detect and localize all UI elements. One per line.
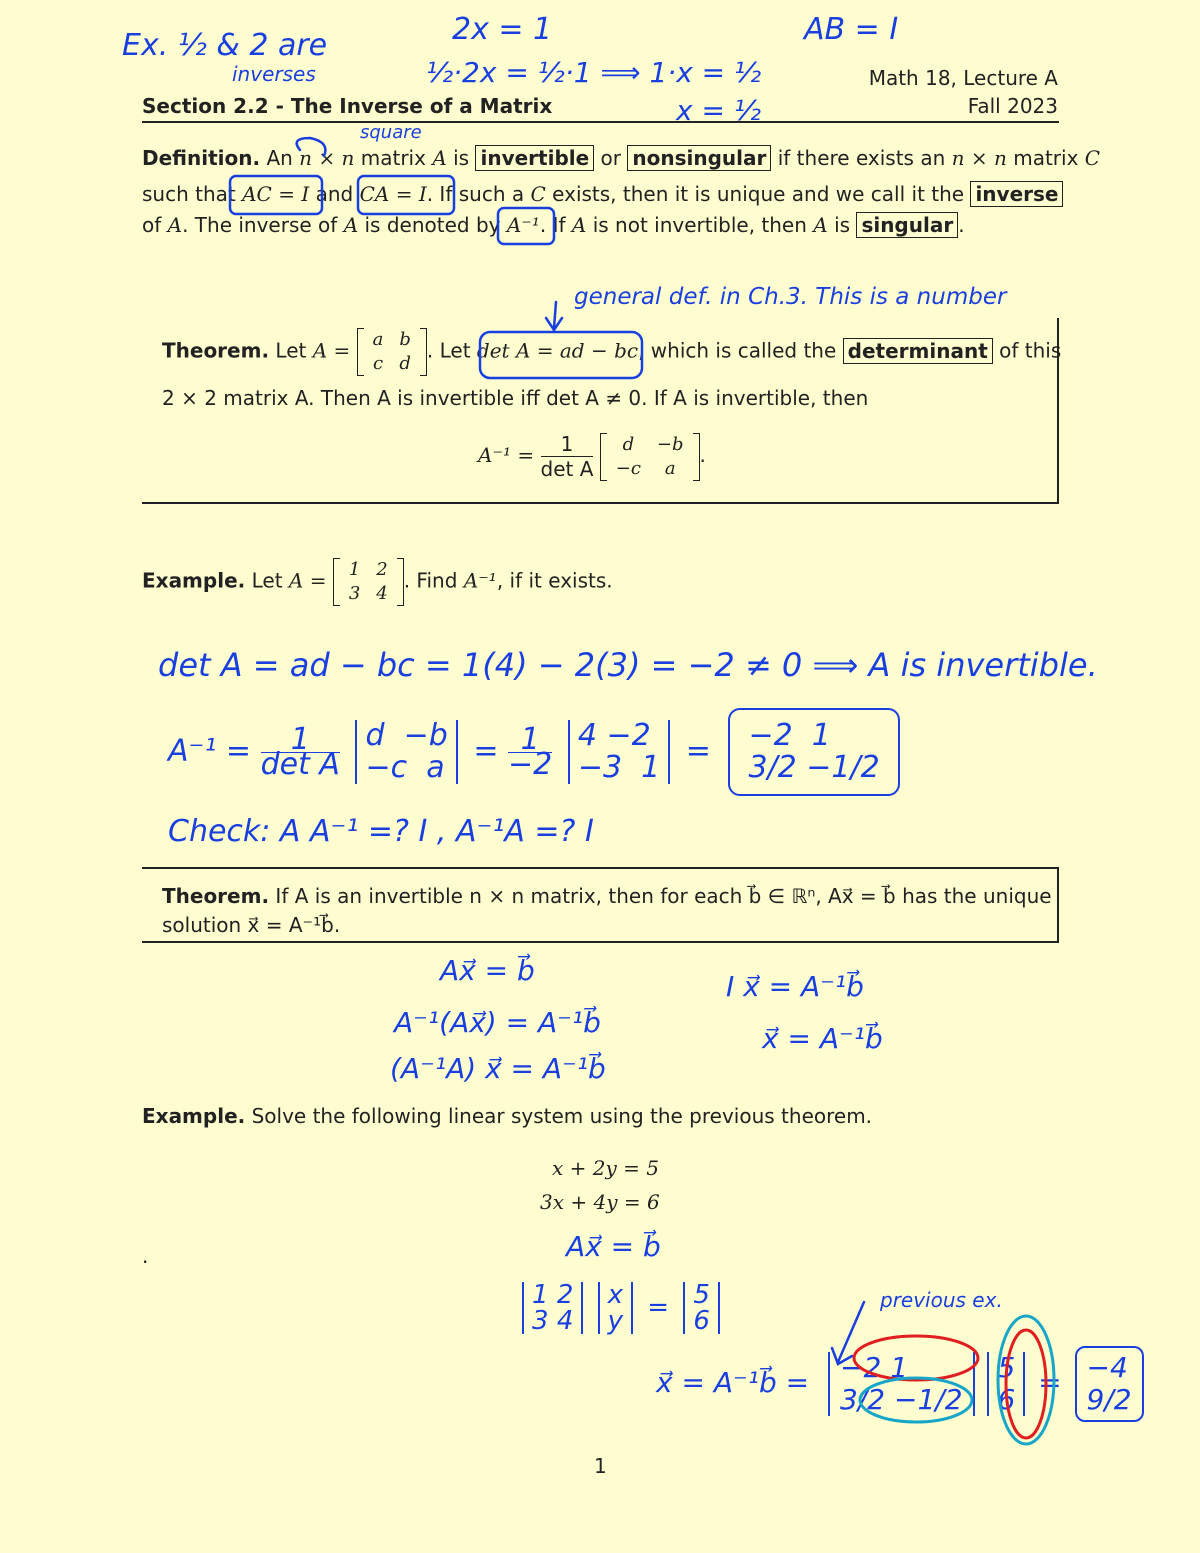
hw-thm-l3: (A⁻¹A) x⃗ = A⁻¹b⃗ [390, 1052, 606, 1085]
hw-inv-lhs: A⁻¹ = [168, 733, 252, 769]
theorem1-line-2: 2 × 2 matrix A. Then A is invertible iff det A ≠ 0. If A is invertible, then [162, 386, 869, 410]
thm-text: . Let [426, 338, 471, 363]
hw-check: Check: A A⁻¹ =? I , A⁻¹A =? I [168, 814, 594, 849]
hw-cell: x [607, 1280, 624, 1310]
cell: a [372, 329, 384, 350]
hw-cell: 4 [577, 718, 597, 753]
def-text: is [453, 146, 470, 170]
ex-math: A⁻¹ [463, 568, 497, 593]
course-name: Math 18, Lecture A [868, 66, 1058, 90]
hw-cell: y [607, 1306, 624, 1336]
thm-math: det A = ad − bc [476, 338, 639, 363]
term-invertible: invertible [475, 145, 594, 171]
stray-dot: . [142, 1244, 149, 1268]
def-text: matrix [1013, 146, 1079, 170]
hw-square: square [360, 122, 422, 143]
def-math: n × n [951, 146, 1007, 170]
term-nonsingular: nonsingular [627, 145, 771, 171]
def-math: A [167, 213, 183, 237]
hw-cell: 5 [997, 1351, 1016, 1384]
ink-box-ainv [498, 208, 554, 244]
def-text: matrix [360, 146, 426, 170]
ex-text: , if it exists. [496, 568, 613, 593]
cell: d [622, 433, 635, 455]
cell: −c [615, 457, 641, 479]
hw-general-def: general def. in Ch.3. This is a number [574, 284, 1007, 310]
hw-cell: 3/2 [748, 750, 797, 785]
hw-sol-lhs: x⃗ = A⁻¹b⃗ = [656, 1366, 810, 1399]
def-text: of [142, 213, 162, 237]
def-text: and [315, 182, 354, 206]
example1-label: Example. [142, 568, 246, 593]
cell: 3 [348, 583, 361, 604]
def-text: . [958, 213, 965, 237]
ink-red-ellipse-col [1006, 1330, 1046, 1438]
hw-cell: 6 [693, 1306, 710, 1336]
hw-cell: −2 [606, 718, 651, 753]
hw-cell: −b [403, 718, 448, 753]
cell: 2 [376, 559, 388, 580]
example2-label: Example. [142, 1104, 246, 1128]
ink-red-ellipse-row1 [854, 1336, 978, 1380]
system-eq-2: 3x + 4y = 6 [540, 1190, 660, 1214]
def-text: . The inverse of [182, 213, 338, 237]
cell: 4 [376, 583, 388, 604]
page-number: 1 [594, 1454, 607, 1478]
def-math: CA = I [359, 182, 427, 206]
hw-eq-half: ½·2x = ½·1 ⟹ 1·x = ½ [426, 56, 762, 89]
def-math: A [571, 213, 587, 237]
thm-text: Let [275, 338, 307, 363]
hw-cell: 9/2 [1086, 1383, 1132, 1416]
ink-box-ca [358, 176, 454, 214]
cell: c [372, 353, 384, 374]
hw-cell: 2 [556, 1280, 574, 1310]
hw-cell: a [426, 750, 445, 785]
def-text: such that [142, 182, 236, 206]
def-math: A [813, 213, 828, 237]
hw-cell: −4 [1086, 1351, 1128, 1384]
hw-cell: −1/2 [894, 1383, 963, 1416]
hw-cell: 1 [641, 750, 661, 785]
definition-label: Definition. [142, 146, 261, 170]
def-text: . If such a [426, 182, 525, 206]
ex-text: Let [251, 568, 283, 593]
system-eq-1: x + 2y = 5 [552, 1156, 659, 1180]
hw-eq: = [647, 1292, 670, 1323]
def-math: C [530, 182, 546, 206]
def-text: . If [539, 213, 566, 237]
hw-cell: 4 [556, 1306, 574, 1336]
thm-text: , which is called the [638, 338, 837, 363]
section-title: Section 2.2 - The Inverse of a Matrix [142, 94, 553, 118]
thm-math: A = [312, 338, 351, 363]
hw-frac-num: 1 [261, 728, 340, 753]
def-text: An [266, 146, 293, 170]
theorem2-line-2: solution x⃗ = A⁻¹b⃗. [162, 913, 341, 937]
hw-ex-note-2: inverses [232, 62, 316, 86]
def-text: is not invertible, then [592, 213, 807, 237]
frac-den: det A [540, 457, 594, 481]
def-math: A⁻¹ [506, 213, 540, 237]
term: Fall 2023 [967, 94, 1058, 118]
def-text: is [834, 213, 851, 237]
def-math: A [343, 213, 359, 237]
ex-math: A = [288, 568, 327, 593]
def-text: exists, then it is unique and we call it the [552, 182, 965, 206]
hw-frac2-den: −2 [508, 746, 553, 782]
hw-ab-i: AB = I [804, 12, 899, 47]
def-math: C [1084, 146, 1101, 170]
hw-frac-den: det A [260, 746, 340, 782]
ink-circle-nxn [297, 138, 326, 156]
thm-text: of this [999, 338, 1062, 363]
formula-lhs: A⁻¹ = [478, 443, 535, 467]
hw-cell: 3/2 [840, 1383, 886, 1416]
frac-num: 1 [541, 432, 594, 457]
ink-box-det [480, 332, 642, 378]
hw-prev-ex: previous ex. [880, 1288, 1003, 1312]
hw-cell: −1/2 [806, 750, 880, 785]
term-inverse: inverse [970, 181, 1063, 207]
hw-cell: 1 [890, 1351, 909, 1384]
hw-cell: d [365, 718, 385, 753]
cell: d [399, 353, 411, 374]
hw-ax-b: Ax⃗ = b⃗ [566, 1230, 661, 1263]
def-math: A [432, 146, 447, 170]
hw-cell: 5 [693, 1280, 710, 1310]
hw-frac2-num: 1 [508, 728, 552, 753]
thm2-text: If A is an invertible n × n matrix, then for each b⃗ ∈ ℝⁿ, Ax⃗ = b⃗ has the unique [275, 884, 1052, 908]
ex2-text: Solve the following linear system using the previous theorem. [251, 1104, 873, 1128]
formula-end: . [699, 443, 706, 467]
ink-arrow-down [546, 302, 562, 330]
hw-det-calc: det A = ad − bc = 1(4) − 2(3) = −2 ≠ 0 ⟹ A is invertible. [158, 646, 1098, 684]
hw-eq-x: x = ½ [676, 94, 761, 127]
hw-eq: = [685, 733, 711, 769]
ink-arrow-prev [832, 1302, 864, 1364]
theorem2-label: Theorem. [162, 884, 270, 908]
def-text: if there exists an [777, 146, 946, 170]
hw-cell: 6 [997, 1383, 1016, 1416]
hw-cell: −2 [840, 1351, 882, 1384]
hw-eq: = [1038, 1366, 1062, 1399]
hw-ex-note-1: Ex. ½ & 2 are [122, 28, 328, 63]
cell: −b [656, 433, 684, 455]
ink-cyan-ellipse-row2 [860, 1378, 972, 1422]
ex-text: . Find [403, 568, 458, 593]
hw-eq-2x: 2x = 1 [452, 12, 553, 47]
def-math: n × n [299, 146, 355, 170]
hw-cell: −2 [748, 718, 793, 753]
term-determinant: determinant [843, 338, 993, 364]
cell: b [399, 329, 411, 350]
hw-cell: −c [365, 750, 408, 785]
hw-thm-r2: x⃗ = A⁻¹b⃗ [762, 1022, 883, 1055]
def-math: AC = I [242, 182, 310, 206]
hw-thm-r1: I x⃗ = A⁻¹b⃗ [726, 970, 864, 1003]
hw-cell: 1 [811, 718, 831, 753]
hw-eq: = [473, 733, 499, 769]
hw-cell: 3 [532, 1306, 549, 1336]
hw-cell: 1 [532, 1280, 549, 1310]
hw-cell: −3 [577, 750, 623, 785]
term-singular: singular [856, 212, 958, 238]
def-text: is denoted by [364, 213, 501, 237]
cell: a [664, 457, 676, 479]
def-text: or [600, 146, 622, 170]
cell: 1 [348, 559, 361, 580]
ink-box-ac [230, 176, 322, 214]
hw-thm-l2: A⁻¹(Ax⃗) = A⁻¹b⃗ [394, 1006, 601, 1039]
theorem1-label: Theorem. [162, 338, 270, 363]
hw-thm-l1: Ax⃗ = b⃗ [440, 954, 535, 987]
